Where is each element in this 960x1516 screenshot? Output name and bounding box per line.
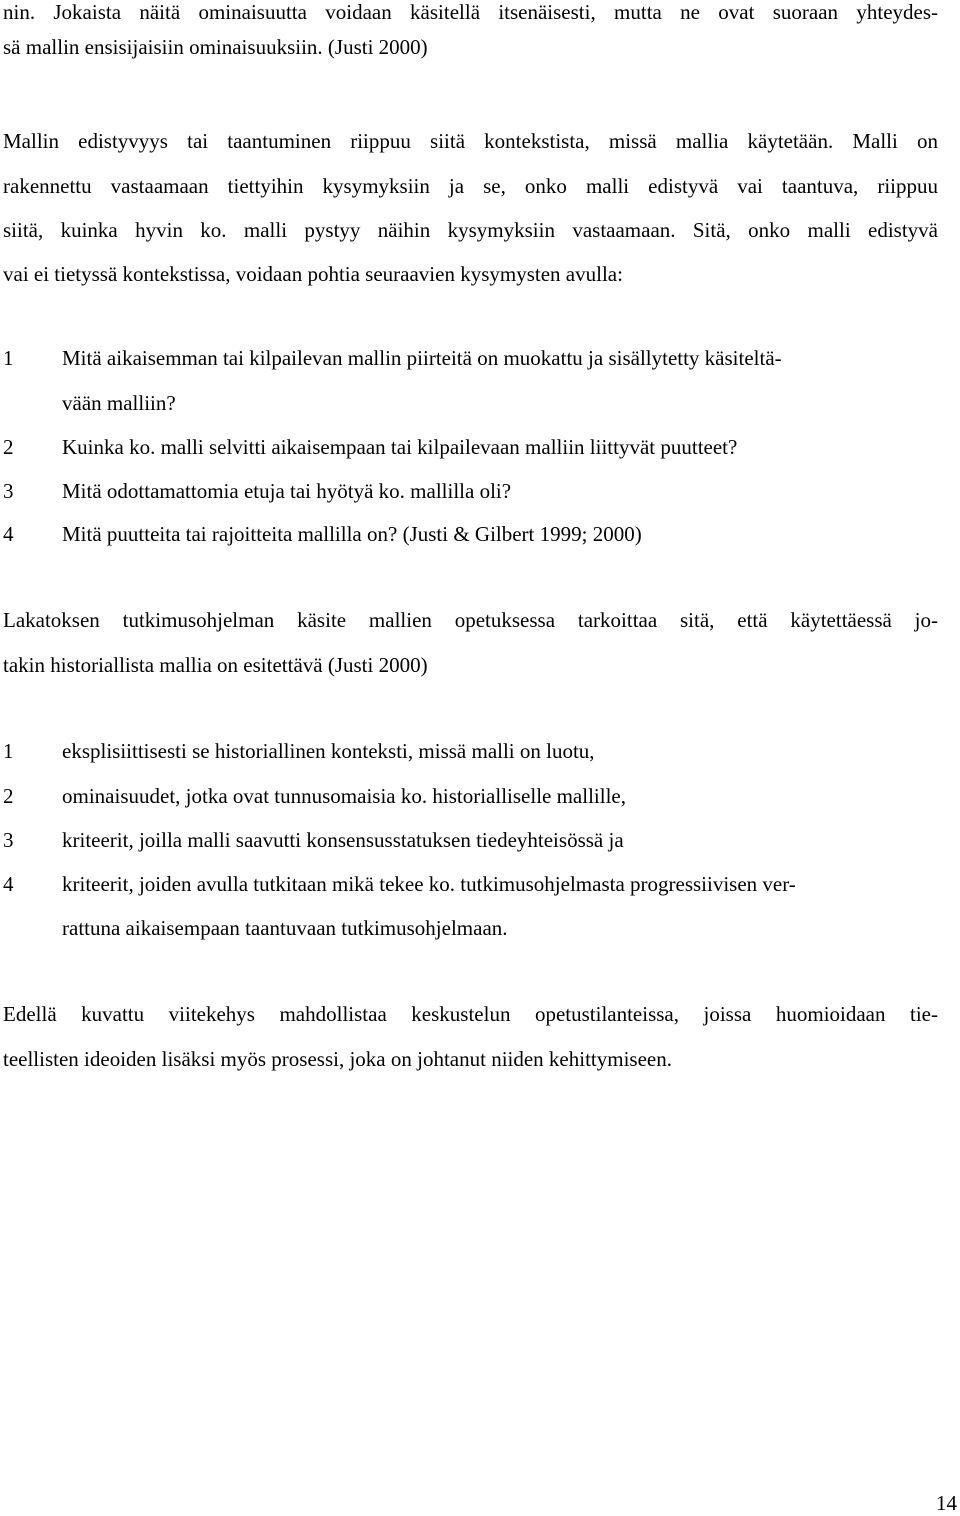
list-number: 3 [3,828,14,852]
list-1-item-3 [3,479,511,504]
paragraph-2-line-1: Mallin edistyvyys tai taantuminen riippuu siitä kontekstista, missä mallia käytetään. Malli on [3,129,938,153]
paragraph-1-line-1: nin. Jokaista näitä ominaisuutta voidaan käsitellä itsenäisesti, mutta ne ovat suoraan yhteydes- [3,0,938,24]
list-1-item-2 [3,435,737,460]
list-item-text: kriteerit, joilla malli saavutti konsensusstatuksen tiedeyhteisössä ja [62,828,624,852]
list-1-item-4 [3,522,642,547]
list-number: 2 [3,435,14,459]
list-number: 3 [3,479,14,503]
paragraph-1-line-2: sä mallin ensisijaisiin ominaisuuksiin. (Justi 2000) [3,35,428,59]
paragraph-3-line-2: takin historiallista mallia on esitettävä (Justi 2000) [3,653,428,677]
list-2-item-4-continuation: rattuna aikaisempaan taantuvaan tutkimusohjelmaan. [62,916,508,940]
list-number: 1 [3,739,14,763]
list-2-item-4 [3,872,796,897]
list-2-item-1 [3,739,595,764]
paragraph-4-line-1: Edellä kuvattu viitekehys mahdollistaa keskustelun opetustilanteissa, joissa huomioidaan tie- [3,1002,938,1026]
list-item-text: Kuinka ko. malli selvitti aikaisempaan tai kilpailevaan malliin liittyvät puutteet? [62,435,738,459]
list-1-item-1 [3,346,782,371]
list-item-text: kriteerit, joiden avulla tutkitaan mikä tekee ko. tutkimusohjelmasta progressiivisen ver- [62,872,796,896]
page-number: 14 [936,1491,957,1515]
list-number: 2 [3,784,14,808]
list-number: 1 [3,346,14,370]
list-2-item-2 [3,784,626,809]
list-number: 4 [3,522,14,546]
list-2-item-3 [3,828,624,853]
paragraph-2-line-4: vai ei tietyssä kontekstissa, voidaan pohtia seuraavien kysymysten avulla: [3,262,623,286]
list-item-text: ominaisuudet, jotka ovat tunnusomaisia ko. historialliselle mallille, [62,784,626,808]
list-number: 4 [3,872,14,896]
list-item-text: eksplisiittisesti se historiallinen konteksti, missä malli on luotu, [62,739,595,763]
list-item-text: Mitä aikaisemman tai kilpailevan mallin piirteitä on muokattu ja sisällytetty käsiteltä- [62,346,782,370]
paragraph-3-line-1: Lakatoksen tutkimusohjelman käsite mallien opetuksessa tarkoittaa sitä, että käytettäessä jo- [3,608,938,632]
list-1-item-1-continuation: vään malliin? [62,391,176,415]
list-item-text: Mitä puutteita tai rajoitteita mallilla on? (Justi & Gilbert 1999; 2000) [62,522,642,546]
paragraph-2-line-3: siitä, kuinka hyvin ko. malli pystyy näihin kysymyksiin vastaamaan. Sitä, onko malli edistyvä [3,218,938,242]
paragraph-4-line-2: teellisten ideoiden lisäksi myös prosessi, joka on johtanut niiden kehittymiseen. [3,1047,672,1071]
list-item-text: Mitä odottamattomia etuja tai hyötyä ko. mallilla oli? [62,479,512,503]
paragraph-2-line-2: rakennettu vastaamaan tiettyihin kysymyksiin ja se, onko malli edistyvä vai taantuva, riippuu [3,174,938,198]
